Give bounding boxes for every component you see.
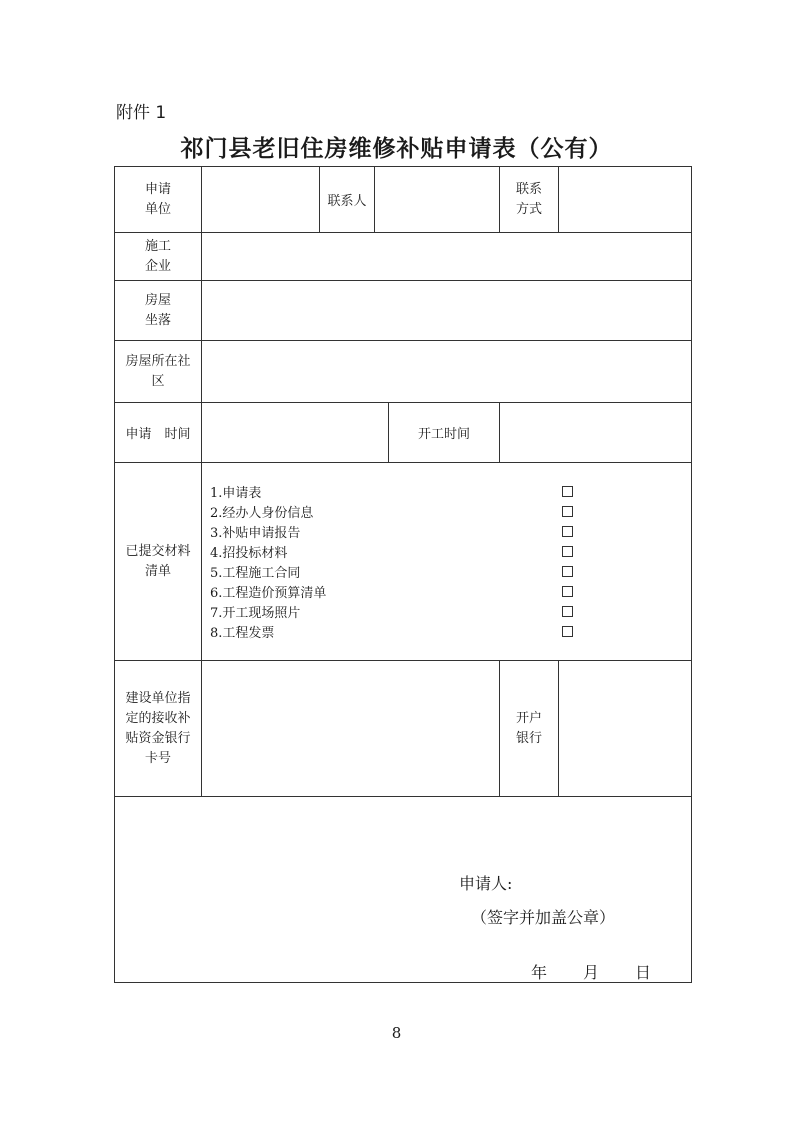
bank-card-field[interactable] xyxy=(202,661,500,797)
apply-time-label: 申请 时间 xyxy=(115,403,202,463)
bank-field[interactable] xyxy=(559,661,692,797)
checkbox-icon[interactable] xyxy=(562,566,573,577)
construction-company-field[interactable] xyxy=(202,233,692,281)
month-label: 月 xyxy=(583,963,600,982)
material-item[interactable]: 5.工程施工合同 xyxy=(210,562,683,582)
checkbox-icon[interactable] xyxy=(562,526,573,537)
date-line xyxy=(531,960,651,983)
checkbox-icon[interactable] xyxy=(562,606,573,617)
row-signature xyxy=(115,797,692,983)
day-label: 日 xyxy=(635,963,652,982)
checkbox-icon[interactable] xyxy=(562,626,573,637)
applicant-signature-label: 申请人: xyxy=(459,874,513,893)
house-location-field[interactable] xyxy=(202,281,692,341)
row-bank xyxy=(115,661,692,797)
material-item[interactable]: 3.补贴申请报告 xyxy=(210,522,683,542)
checkbox-icon[interactable] xyxy=(562,586,573,597)
row-community xyxy=(115,341,692,403)
checkbox-icon[interactable] xyxy=(562,546,573,557)
row-house-location xyxy=(115,281,692,341)
start-time-field[interactable] xyxy=(500,403,692,463)
row-materials xyxy=(115,463,692,661)
contact-person-label: 联系人 xyxy=(320,167,375,233)
year-label: 年 xyxy=(531,963,548,982)
checkbox-icon[interactable] xyxy=(562,486,573,497)
signature-note: （签字并加盖公章） xyxy=(471,908,616,927)
apply-time-field[interactable] xyxy=(202,403,500,463)
bank-label: 开户 银行 xyxy=(500,661,559,797)
contact-method-field[interactable] xyxy=(559,167,692,233)
row-construction-company xyxy=(115,233,692,281)
material-item[interactable]: 4.招投标材料 xyxy=(210,542,683,562)
contact-method-label: 联系 方式 xyxy=(500,167,559,233)
material-item[interactable]: 2.经办人身份信息 xyxy=(210,502,683,522)
applicant-unit-field[interactable] xyxy=(202,167,320,233)
bank-card-label: 建设单位指 定的接收补 贴资金银行 卡号 xyxy=(115,661,202,797)
annex-label: 附件 1 xyxy=(116,103,167,123)
community-field[interactable] xyxy=(202,341,692,403)
start-time-label: 开工时间 xyxy=(388,403,499,462)
application-form-table xyxy=(114,166,692,983)
row-applicant-unit xyxy=(115,167,692,233)
material-item[interactable]: 7.开工现场照片 xyxy=(210,602,683,622)
contact-person-field[interactable] xyxy=(375,167,500,233)
row-times xyxy=(115,403,692,463)
community-label: 房屋所在社 区 xyxy=(115,341,202,403)
materials-list xyxy=(202,463,692,661)
material-item[interactable]: 1.申请表 xyxy=(210,482,683,502)
checkbox-icon[interactable] xyxy=(562,506,573,517)
form-title: 祁门县老旧住房维修补贴申请表（公有） xyxy=(180,136,613,162)
applicant-unit-label: 申请 单位 xyxy=(115,167,202,233)
house-location-label: 房屋 坐落 xyxy=(115,281,202,341)
page-number: 8 xyxy=(391,1024,402,1042)
construction-company-label: 施工 企业 xyxy=(115,233,202,281)
material-item[interactable]: 8.工程发票 xyxy=(210,622,683,642)
signature-cell[interactable] xyxy=(115,797,692,983)
material-item[interactable]: 6.工程造价预算清单 xyxy=(210,582,683,602)
materials-label: 已提交材料 清单 xyxy=(115,463,202,661)
